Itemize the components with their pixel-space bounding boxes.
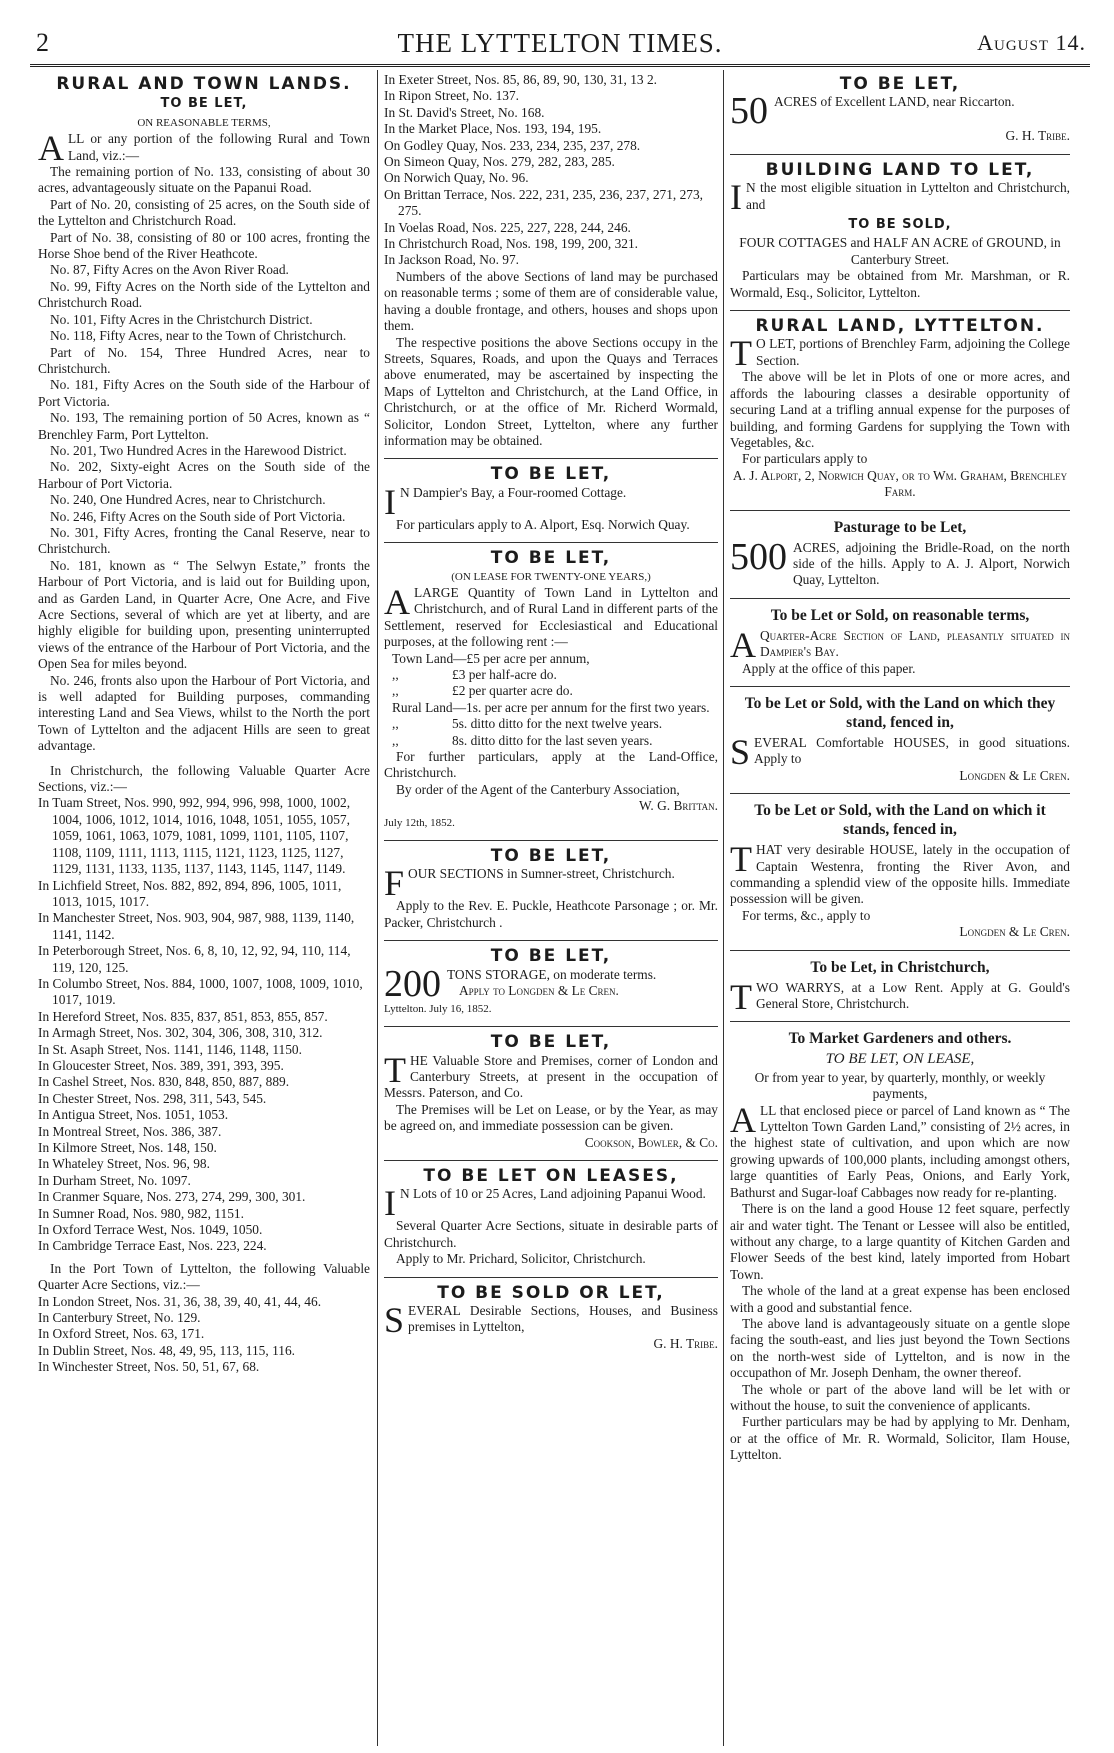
street-list: [384, 72, 718, 269]
ad-text: ALL that enclosed piece or parcel of Land known as “ The Lyttelton Town Garden Land,” consisting of 2½ acres, in the highest state of cultivation, and upon which are now growing upwards of 100,000 plants, including amongst others, large quantities of Early Peas, Onions, and Early York, Bathurst and Sugar-loaf Cabbages now ready for re-planting.: [730, 1099, 1070, 1200]
column-divider: [377, 70, 378, 1746]
list-item: In Gloucester Street, Nos. 389, 391, 393, 395.: [38, 1057, 284, 1073]
drop-cap: T: [730, 333, 752, 374]
list-item: No. 181, known as “ The Selwyn Estate,” fronts the Harbour of Port Victoria, and is laid out for Building upon, and as Garden Land, in Quarter Acre, One Acre, and Five Acre Sections, several of which are yet at liberty, and are highly eligible for building upon, presenting uninterrupted views of the entrance of the Harbour of Port Victoria, and the Open Sea for miles beyond.: [38, 557, 370, 672]
rent-row: [392, 683, 718, 699]
divider: [384, 1277, 718, 1278]
ad-text: THAT very desirable HOUSE, lately in the occupation of Captain Westenra, fronting the River Avon, and commanding a splendid view of the opposite hills. Immediate possession will be given.: [730, 839, 1070, 907]
masthead: [30, 24, 1090, 64]
divider: [730, 686, 1070, 687]
list-item: In Tuam Street, Nos. 990, 992, 994, 996, 998, 1000, 1002, 1004, 1006, 1012, 1014, 1016, 1048, 1051, 1055, 1057, 1059, 1061, 1063, 1079, 1081, 1099, 1101, 1105, 1107, 1108, 1109, 1111, 1113, 1115, 1121, 1123, 1125, 1127, 1129, 1131, 1133, 1135, 1137, 1143, 1145, 1147, 1149.: [38, 795, 351, 877]
rent-value: 5s. ditto ditto for the next twelve years.: [452, 716, 663, 732]
ad-text: FOUR SECTIONS in Sumner-street, Christchurch.: [384, 863, 675, 904]
drop-cap: I: [384, 1183, 396, 1224]
list-item: No. 181, Fifty Acres on the South side of the Harbour of Port Victoria.: [38, 377, 370, 409]
ad-text: 50 ACRES of Excellent LAND, near Riccarton.: [730, 90, 1015, 133]
column-1: [38, 72, 370, 1376]
rent-label: Town Land—£5 per acre per annum,: [392, 650, 590, 666]
drop-cap: S: [384, 1299, 405, 1340]
list-item: In Manchester Street, Nos. 903, 904, 987, 988, 1139, 1140, 1141, 1142.: [38, 910, 355, 942]
divider: [730, 1021, 1070, 1022]
list-item: In Montreal Street, Nos. 386, 387.: [38, 1123, 222, 1139]
list-item: In Antigua Street, Nos. 1051, 1053.: [38, 1107, 229, 1123]
signature: G. H. Tribe.: [1005, 128, 1070, 144]
list-item: No. 101, Fifty Acres in the Christchurch District.: [50, 311, 313, 327]
divider: [384, 542, 718, 543]
ad-heading: TO BE LET,: [490, 1032, 612, 1053]
list-item: In Cambridge Terrace East, Nos. 223, 224.: [38, 1238, 267, 1254]
rent-label: ,,: [392, 716, 399, 732]
ad-subheading: TO BE SOLD,: [848, 217, 952, 233]
list-item: In Oxford Street, Nos. 63, 171.: [38, 1326, 205, 1342]
divider: [384, 458, 718, 459]
ad-text: SEVERAL Comfortable HOUSES, in good situations. Apply to: [730, 731, 1070, 772]
rent-value: £3 per half-acre do.: [452, 667, 557, 682]
rent-label: Rural Land—1s. per acre per annum for the first two years.: [392, 699, 710, 715]
ad-text: The whole of the land at a great expense has been enclosed with a good and substantial fence.: [730, 1283, 1070, 1315]
list-item: No. 201, Two Hundred Acres in the Harewood District.: [50, 442, 347, 458]
rent-row: [392, 733, 718, 749]
divider: [384, 1026, 718, 1027]
list-item: In Christchurch Road, Nos. 198, 199, 200, 321.: [384, 236, 639, 252]
signature: Longden & Le Cren.: [959, 767, 1070, 783]
list-item: On Norwich Quay, No. 96.: [384, 170, 529, 186]
ad-text: T O LET, portions of Brenchley Farm, adjoining the College Section.: [730, 333, 1070, 374]
ad-text: The above land is advantageously situate on a gentle slope facing the south-east, and lies just beyond the Town Sections on the north-west side of Lyttelton, and is now in the occupathon of Mr. Joseph Denham, the owner thereof.: [730, 1315, 1070, 1381]
ad-heading: TO BE SOLD OR LET,: [437, 1282, 665, 1303]
ad-heading: BUILDING LAND TO LET,: [765, 159, 1035, 180]
list-item: Part of No. 20, consisting of 25 acres, on the South side of the Lyttelton and Christchurch Road.: [38, 196, 370, 229]
ad-intro: ALL or any portion of the following Rural and Town Land, viz.:—: [38, 128, 370, 169]
list-item: No. 301, Fifty Acres, fronting the Canal Reserve, near to Christchurch.: [38, 524, 370, 557]
masthead-rule: [30, 64, 1090, 67]
ad-text: Apply to the Rev. E. Puckle, Heathcote Parsonage ; or. Mr. Packer, Christchurch .: [384, 898, 718, 930]
ad-heading: To Market Gardeners and others.: [788, 1030, 1012, 1048]
rent-table: [392, 651, 718, 749]
ad-subheading: (ON LEASE FOR TWENTY-ONE YEARS,): [451, 570, 651, 583]
issue-date: August 14.: [977, 30, 1086, 55]
ad-text: Apply at the office of this paper.: [742, 660, 916, 676]
rent-row: [392, 700, 718, 716]
column-3: [730, 72, 1070, 1464]
rent-label: ,,: [392, 732, 399, 748]
drop-cap: F: [384, 863, 405, 904]
ad-heading: TO BE LET,: [839, 74, 961, 94]
list-item: Part of No. 38, consisting of 80 or 100 acres, fronting the Horse Shoe bend of the River Heathcote.: [38, 229, 370, 262]
drop-cap: I: [730, 177, 742, 218]
ad-heading: TO BE LET,: [490, 548, 612, 569]
lyttelton-intro: In the Port Town of Lyttelton, the following Valuable Quarter Acre Sections, viz.:—: [38, 1260, 370, 1293]
list-item: Part of No. 154, Three Hundred Acres, near to Christchurch.: [38, 344, 370, 376]
ad-big-number: 50: [730, 90, 768, 133]
list-item: In Durham Street, No. 1097.: [38, 1172, 191, 1188]
ad-text: THE Valuable Store and Premises, corner of London and Canterbury Streets, at present in the occupation of Messrs. Paterson, and Co.: [384, 1049, 718, 1101]
drop-cap: T: [384, 1049, 406, 1090]
newspaper-title: THE LYTTELTON TIMES.: [397, 28, 723, 58]
divider: [730, 598, 1070, 599]
ad-text: For further particulars, apply at the Land-Office, Christchurch.: [384, 749, 718, 781]
list-item: In Sumner Road, Nos. 980, 982, 1151.: [38, 1205, 244, 1221]
list-item: In Columbo Street, Nos. 884, 1000, 1007, 1008, 1009, 1010, 1017, 1019.: [38, 975, 363, 1008]
street-list: [38, 795, 370, 1254]
list-item: In Lichfield Street, Nos. 882, 892, 894, 896, 1005, 1011, 1013, 1015, 1017.: [38, 877, 342, 909]
divider: [730, 310, 1070, 311]
ad-text: For particulars apply to: [742, 451, 868, 467]
list-item: In Voelas Road, Nos. 225, 227, 228, 244, 246.: [384, 219, 631, 235]
ad-subheading: TO BE LET, ON LEASE,: [825, 1051, 975, 1068]
rent-row: [392, 667, 718, 683]
ad-heading: To be Let or Sold, on reasonable terms,: [770, 606, 1030, 624]
list-item: In Jackson Road, No. 97.: [384, 252, 520, 268]
signature: G. H. Tribe.: [653, 1335, 718, 1351]
signature: W. G. Brittan.: [638, 798, 718, 814]
list-item: No. 99, Fifty Acres on the North side of the Lyttelton and Christchurch Road.: [38, 278, 370, 311]
list-item: In St. David's Street, No. 168.: [384, 104, 545, 120]
list-item: In Cranmer Square, Nos. 273, 274, 299, 300, 301.: [38, 1189, 306, 1205]
divider: [730, 154, 1070, 155]
list-item: In London Street, Nos. 31, 36, 38, 39, 40, 41, 44, 46.: [38, 1293, 322, 1309]
list-item: In the Market Place, Nos. 193, 194, 195.: [384, 121, 602, 137]
ad-text: I N the most eligible situation in Lyttelton and Christchurch, and: [730, 177, 1070, 218]
ad-text: For terms, &c., apply to: [742, 907, 871, 923]
divider: [730, 793, 1070, 794]
column-divider: [723, 70, 724, 1746]
drop-cap: A: [384, 581, 410, 622]
ad-heading: RURAL LAND, LYTTELTON.: [755, 316, 1045, 337]
ad-text: Apply to Longden & Le Cren.: [459, 983, 619, 999]
drop-cap: T: [730, 976, 752, 1017]
list-item: No. 246, Fifty Acres on the South side of Port Victoria.: [50, 508, 346, 524]
street-list: [38, 1294, 370, 1376]
list-item: No. 240, One Hundred Acres, near to Christchurch.: [50, 492, 326, 508]
ad-subheading: TO BE LET,: [160, 96, 248, 112]
list-item: No. 246, fronts also upon the Harbour of Port Victoria, and is well adapted for Building purposes, commanding interesting Land and Sea Views, whilst to the North the port Town of Lyttelton and the adjacent Hills are seen to great advantage.: [38, 672, 370, 754]
ad-text: Or from year to year, by quarterly, monthly, or weekly payments,: [754, 1069, 1046, 1102]
list-item: On Brittan Terrace, Nos. 222, 231, 235, 236, 237, 271, 273, 275.: [384, 186, 704, 219]
drop-cap: S: [730, 731, 751, 772]
ad-text: I N Dampier's Bay, a Four-roomed Cottage.: [384, 481, 627, 522]
list-item: In Armagh Street, Nos. 302, 304, 306, 308, 310, 312.: [38, 1025, 323, 1041]
ad-big-number: 200: [384, 962, 441, 1005]
drop-cap: A: [730, 624, 756, 665]
ad-text: A Quarter-Acre Section of Land, pleasantly situated in Dampier's Bay.: [730, 624, 1070, 665]
ad-text: The whole or part of the above land will be let with or without the house, to suit the convenience of applicants.: [730, 1381, 1070, 1413]
rent-label: ,,: [392, 667, 399, 682]
ad-heading: TO BE LET,: [490, 946, 612, 967]
ad-text: I N Lots of 10 or 25 Acres, Land adjoining Papanui Wood.: [384, 1183, 706, 1224]
ad-text: SEVERAL Desirable Sections, Houses, and Business premises in Lyttelton,: [384, 1299, 718, 1340]
divider: [730, 510, 1070, 511]
column-2: [384, 72, 718, 1352]
ad-text: 200 TONS STORAGE, on moderate terms.: [384, 962, 657, 1005]
rent-value: 8s. ditto ditto for the last seven years.: [452, 732, 653, 748]
ad-text: Several Quarter Acre Sections, situate in desirable parts of Christchurch.: [384, 1218, 718, 1250]
list-item: In Whateley Street, Nos. 96, 98.: [38, 1156, 210, 1172]
signature: Longden & Le Cren.: [959, 924, 1070, 940]
ad-text: 500 ACRES, adjoining the Bridle-Road, on the north side of the hills. Apply to A. J. Alport, Norwich Quay, Lyttelton.: [730, 535, 1070, 588]
rent-value: £2 per quarter acre do.: [452, 683, 573, 699]
rent-row: [392, 651, 718, 667]
list-item: In Cashel Street, Nos. 830, 848, 850, 887, 889.: [38, 1074, 290, 1090]
list-item: No. 118, Fifty Acres, near to the Town of Christchurch.: [50, 328, 347, 344]
ad-heading: TO BE LET,: [490, 846, 612, 867]
ad-heading: TO BE LET ON LEASES,: [423, 1165, 679, 1186]
page-number: 2: [36, 28, 49, 57]
ad-date: Lyttelton. July 16, 1852.: [384, 1002, 492, 1015]
ad-heading: To be Let, in Christchurch,: [810, 958, 990, 976]
ad-heading: To be Let or Sold, with the Land on which it stands, fenced in,: [754, 802, 1046, 839]
ad-heading: Pasturage to be Let,: [833, 518, 967, 536]
land-list: [38, 164, 370, 755]
list-item: In Dublin Street, Nos. 48, 49, 95, 113, 115, 116.: [38, 1342, 296, 1358]
paragraph: The respective positions the above Sections occupy in the Streets, Squares, Roads, and upon the Quays and Terraces above enumerated, may be ascertained by inspecting the Maps of Lyttelton and Christchurch, at the Land Office, in Christchurch, or at the office of Mr. Richerd Wormald, Solicitor, London Street, Lyttelton, where any further information may be obtained.: [384, 334, 718, 448]
signature: Cookson, Bowler, & Co.: [584, 1134, 718, 1150]
list-item: No. 202, Sixty-eight Acres on the South side of the Harbour of Port Victoria.: [38, 459, 370, 491]
rent-label: ,,: [392, 683, 399, 699]
list-item: In Hereford Street, Nos. 835, 837, 851, 853, 855, 857.: [38, 1008, 328, 1024]
list-item: No. 87, Fifty Acres on the Avon River Road.: [50, 262, 289, 278]
ad-text: Particulars may be obtained from Mr. Marshman, or R. Wormald, Esq., Solicitor, Lyttelton.: [730, 268, 1070, 300]
drop-cap: I: [384, 481, 396, 522]
list-item: In St. Asaph Street, Nos. 1141, 1146, 1148, 1150.: [38, 1041, 302, 1057]
ad-text: Apply to Mr. Prichard, Solicitor, Christchurch.: [396, 1251, 646, 1267]
list-item: The remaining portion of No. 133, consisting of about 30 acres, advantageously situate on the Papanui Road.: [38, 164, 370, 196]
ad-heading: To be Let or Sold, with the Land on which they stand, fenced in,: [744, 694, 1056, 731]
list-item: In Chester Street, Nos. 298, 311, 543, 545.: [38, 1090, 267, 1106]
ad-text: By order of the Agent of the Canterbury Association,: [396, 781, 680, 797]
ad-text: There is on the land a good House 12 feet square, perfectly air and water tight. The Tenant or Lessee will also be entitled, without any charge, to a large quantity of Kitchen Garden and Flower Seeds of the best kind, lately imported from Hobart Town.: [730, 1201, 1070, 1282]
rent-row: [392, 716, 718, 732]
paragraph: Numbers of the above Sections of land may be purchased on reasonable terms ; some of them are of considerable value, having a double frontage, and others, houses and shops upon them.: [384, 268, 718, 334]
list-item: In Kilmore Street, Nos. 148, 150.: [38, 1140, 217, 1155]
divider: [730, 950, 1070, 951]
list-item: In Peterborough Street, Nos. 6, 8, 10, 12, 92, 94, 110, 114, 119, 120, 125.: [38, 943, 351, 975]
ad-text: ALARGE Quantity of Town Land in Lyttelton and Christchurch, and of Rural Land in different parts of the Settlement, reserved for Ecclesiastical and Educational purposes, at the following rent :—: [384, 581, 718, 650]
drop-cap: A: [38, 128, 64, 169]
list-item: In Exeter Street, Nos. 85, 86, 89, 90, 130, 31, 13 2.: [384, 72, 657, 87]
list-item: On Simeon Quay, Nos. 279, 282, 283, 285.: [384, 154, 615, 170]
ad-heading: TO BE LET,: [490, 464, 612, 485]
ad-date: July 12th, 1852.: [384, 816, 455, 829]
ad-text: The above will be let in Plots of one or more acres, and affords the labouring classes a desirable opportunity of securing Land at a trifling annual expense for the purposes of building, and forming Gardens for supplying the Town with Vegetables, &c.: [730, 369, 1070, 450]
list-item: In Ripon Street, No. 137.: [384, 88, 520, 104]
list-item: In Oxford Terrace West, Nos. 1049, 1050.: [38, 1222, 263, 1238]
signature: A. J. Alport, 2, Norwich Quay, or to Wm. Graham, Brenchley Farm.: [732, 467, 1068, 500]
drop-cap: T: [730, 839, 752, 880]
ad-text: The Premises will be Let on Lease, or by the Year, as may be agreed on, and immediate possession can be given.: [384, 1101, 718, 1134]
drop-cap: A: [730, 1099, 756, 1140]
list-item: In Canterbury Street, No. 129.: [38, 1310, 201, 1326]
ad-text: For particulars apply to A. Alport, Esq. Norwich Quay.: [396, 516, 690, 532]
chch-intro: In Christchurch, the following Valuable Quarter Acre Sections, viz.:—: [38, 762, 370, 795]
list-item: No. 193, The remaining portion of 50 Acres, known as “ Brenchley Farm, Port Lyttelton.: [38, 410, 370, 442]
list-item: In Winchester Street, Nos. 50, 51, 67, 68.: [38, 1359, 260, 1375]
ad-text: Further particulars may be had by applying to Mr. Denham, or at the office of Mr. R. Wormald, Solicitor, Ilam House, Lyttelton.: [730, 1414, 1070, 1463]
ad-big-number: 500: [730, 535, 787, 578]
divider: [384, 940, 718, 941]
divider: [384, 1160, 718, 1161]
ad-text: TWO WARRYS, at a Low Rent. Apply at G. Gould's General Store, Christchurch.: [730, 976, 1070, 1017]
list-item: On Godley Quay, Nos. 233, 234, 235, 237, 278.: [384, 137, 641, 153]
ad-heading: RURAL AND TOWN LANDS.: [56, 74, 352, 94]
ad-subheading: ON REASONABLE TERMS,: [137, 116, 271, 129]
divider: [384, 840, 718, 841]
ad-text: FOUR COTTAGES and HALF AN ACRE of GROUND, in Canterbury Street.: [739, 235, 1061, 267]
